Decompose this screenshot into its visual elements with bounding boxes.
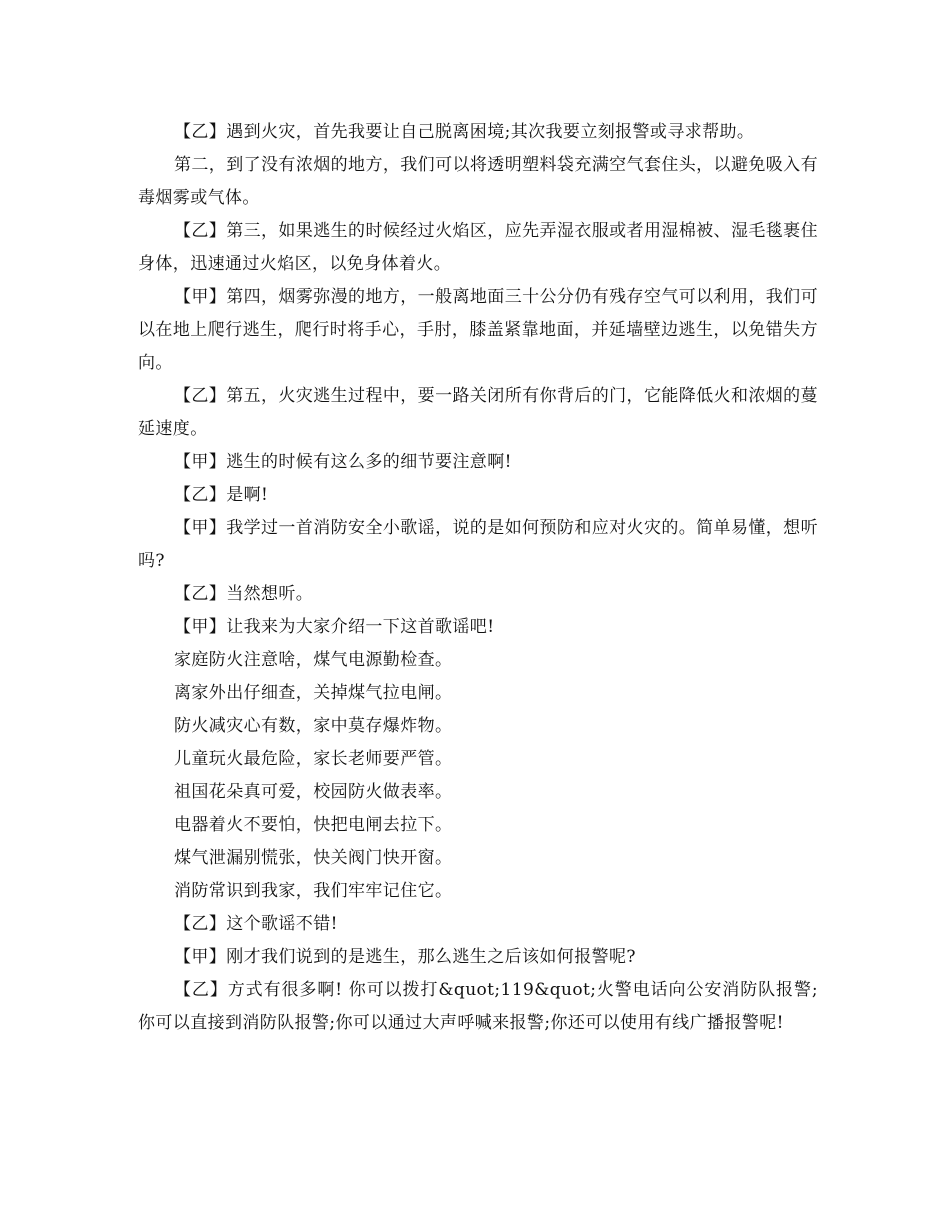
song-line: 家庭防火注意啥，煤气电源勤检查。	[174, 650, 453, 670]
paragraph: 【乙】是啊!	[174, 485, 269, 505]
document-body	[138, 116, 818, 1040]
song-line: 儿童玩火最危险，家长老师要严管。	[174, 749, 453, 769]
song-line: 电器着火不要怕，快把电闸去拉下。	[174, 815, 453, 835]
paragraph: 【乙】第三，如果逃生的时候经过火焰区，应先弄湿衣服或者用湿棉被、湿毛毯裹住身体，迅速通过火焰区，以免身体着火。	[138, 221, 818, 274]
paragraph: 【乙】这个歌谣不错!	[174, 914, 338, 934]
song-line: 煤气泄漏别慌张，快关阀门快开窗。	[174, 848, 453, 868]
paragraph: 【乙】第五，火灾逃生过程中，要一路关闭所有你背后的门，它能降低火和浓烟的蔓延速度。	[138, 386, 818, 439]
paragraph: 第二，到了没有浓烟的地方，我们可以将透明塑料袋充满空气套住头，以避免吸入有毒烟雾或气体。	[138, 155, 818, 208]
paragraph: 【甲】我学过一首消防安全小歌谣，说的是如何预防和应对火灾的。简单易懂，想听吗?	[138, 518, 818, 571]
paragraph: 【乙】当然想听。	[174, 584, 314, 604]
paragraph: 【甲】让我来为大家介绍一下这首歌谣吧!	[174, 617, 495, 637]
paragraph: 【乙】方式有很多啊! 你可以拨打&quot;119&quot;火警电话向公安消防队报警;你可以直接到消防队报警;你可以通过大声呼喊来报警;你还可以使用有线广播报警呢!	[138, 980, 818, 1033]
song-line: 祖国花朵真可爱，校园防火做表率。	[174, 782, 453, 802]
paragraph: 【甲】逃生的时候有这么多的细节要注意啊!	[174, 452, 512, 472]
paragraph: 【甲】刚才我们说到的是逃生，那么逃生之后该如何报警呢?	[174, 947, 636, 967]
paragraph: 【乙】遇到火灾，首先我要让自己脱离困境;其次我要立刻报警或寻求帮助。	[174, 122, 755, 142]
song-line: 离家外出仔细查，关掉煤气拉电闸。	[174, 683, 453, 703]
song-line: 防火减灾心有数，家中莫存爆炸物。	[174, 716, 453, 736]
paragraph: 【甲】第四，烟雾弥漫的地方，一般离地面三十公分仍有残存空气可以利用，我们可以在地上爬行逃生，爬行时将手心，手肘，膝盖紧靠地面，并延墙壁边逃生，以免错失方向。	[138, 287, 818, 373]
song-line: 消防常识到我家，我们牢牢记住它。	[174, 881, 453, 901]
